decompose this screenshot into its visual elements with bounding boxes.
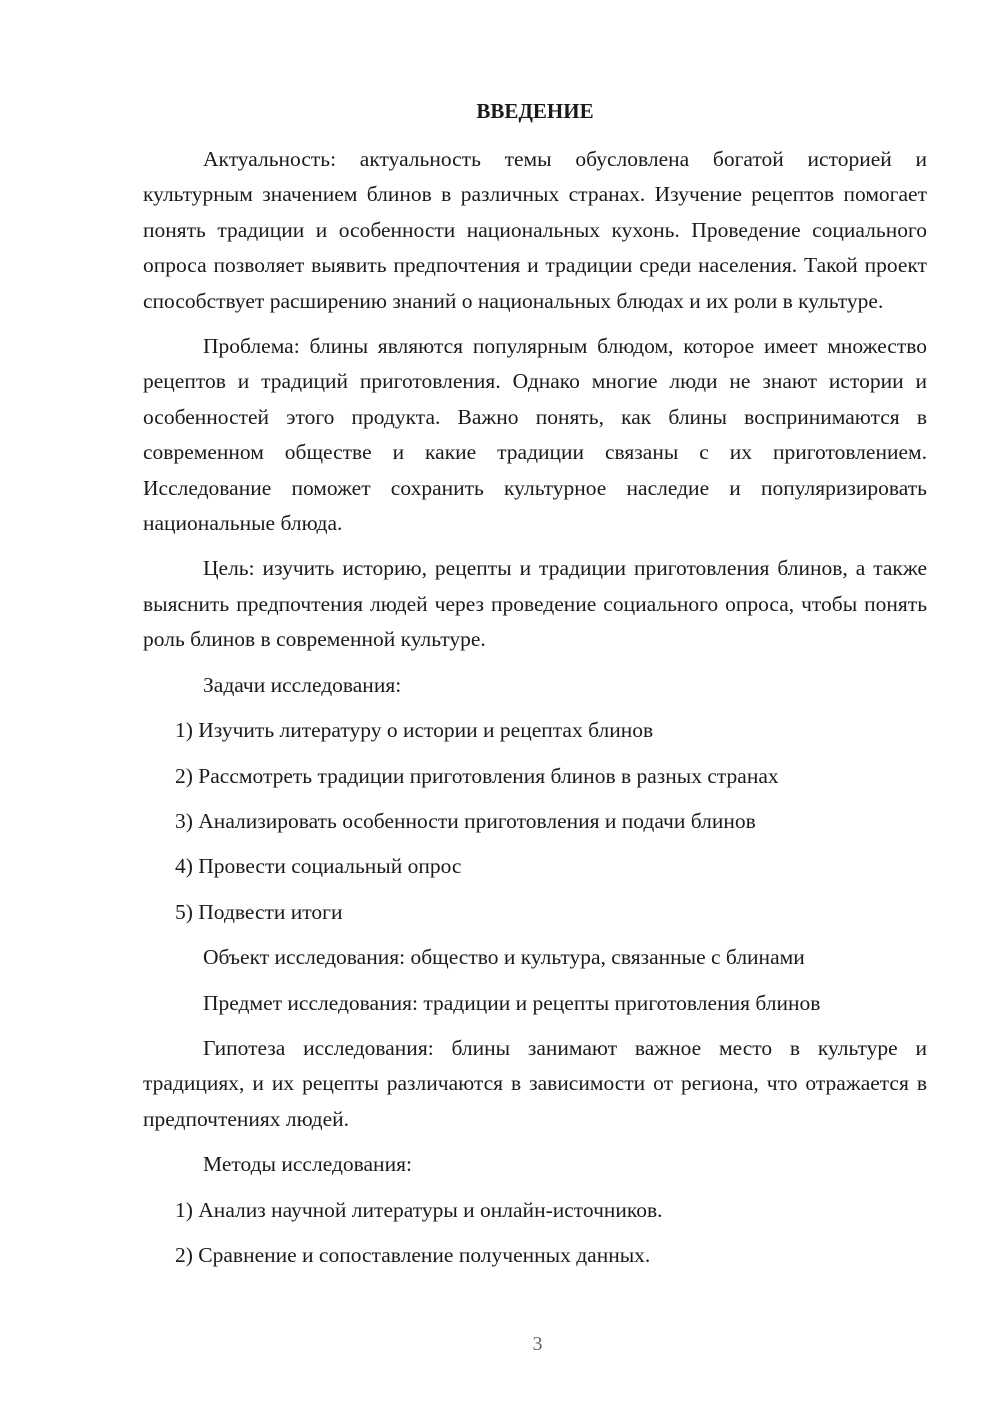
page-number: 3	[532, 1333, 543, 1355]
list-item: 1) Изучить литературу о истории и рецептах блинов	[175, 718, 654, 743]
goal-paragraph: Цель: изучить историю, рецепты и традиции приготовления блинов, а также выяснить предпочтения людей через проведение социального опроса, чтобы понять роль блинов в современной культуре.	[143, 556, 927, 652]
list-item: 3) Анализировать особенности приготовления и подачи блинов	[175, 808, 756, 833]
tasks-heading: Задачи исследования:	[203, 672, 402, 697]
section-title: ВВЕДЕНИЕ	[476, 99, 594, 123]
research-object: Объект исследования: общество и культура, связанные с блинами	[203, 945, 805, 970]
tasks-list	[143, 713, 927, 930]
page-content	[143, 96, 927, 1283]
methods-heading: Методы исследования:	[203, 1152, 412, 1177]
hypothesis-paragraph: Гипотеза исследования: блины занимают важное место в культуре и традициях, и их рецепты различаются в зависимости от региона, что отражается в предпочтениях людей.	[143, 1035, 927, 1131]
list-item: 1) Анализ научной литературы и онлайн-источников.	[175, 1197, 663, 1222]
list-item: 2) Сравнение и сопоставление полученных данных.	[175, 1242, 651, 1267]
methods-list	[143, 1193, 927, 1274]
list-item: 5) Подвести итоги	[175, 899, 343, 924]
actuality-paragraph: Актуальность: актуальность темы обусловлена богатой историей и культурным значением блинов в различных странах. Изучение рецептов помогает понять традиции и особенности национальных кухонь. Проведение социального опроса позволяет выявить предпочтения и традиции среди населения. Такой проект способствует расширению знаний о национальных блюдах и их роли в культуре.	[143, 147, 927, 313]
research-subject: Предмет исследования: традиции и рецепты приготовления блинов	[203, 990, 821, 1015]
problem-paragraph: Проблема: блины являются популярным блюдом, которое имеет множество рецептов и традиций приготовления. Однако многие люди не знают истории и особенностей этого продукта. Важно понять, как блины воспринимаются в современном обществе и какие традиции связаны с их приготовлением. Исследование поможет сохранить культурное наследие и популяризировать национальные блюда.	[143, 334, 927, 536]
list-item: 2) Рассмотреть традиции приготовления блинов в разных странах	[175, 763, 779, 788]
list-item: 4) Провести социальный опрос	[175, 854, 462, 879]
